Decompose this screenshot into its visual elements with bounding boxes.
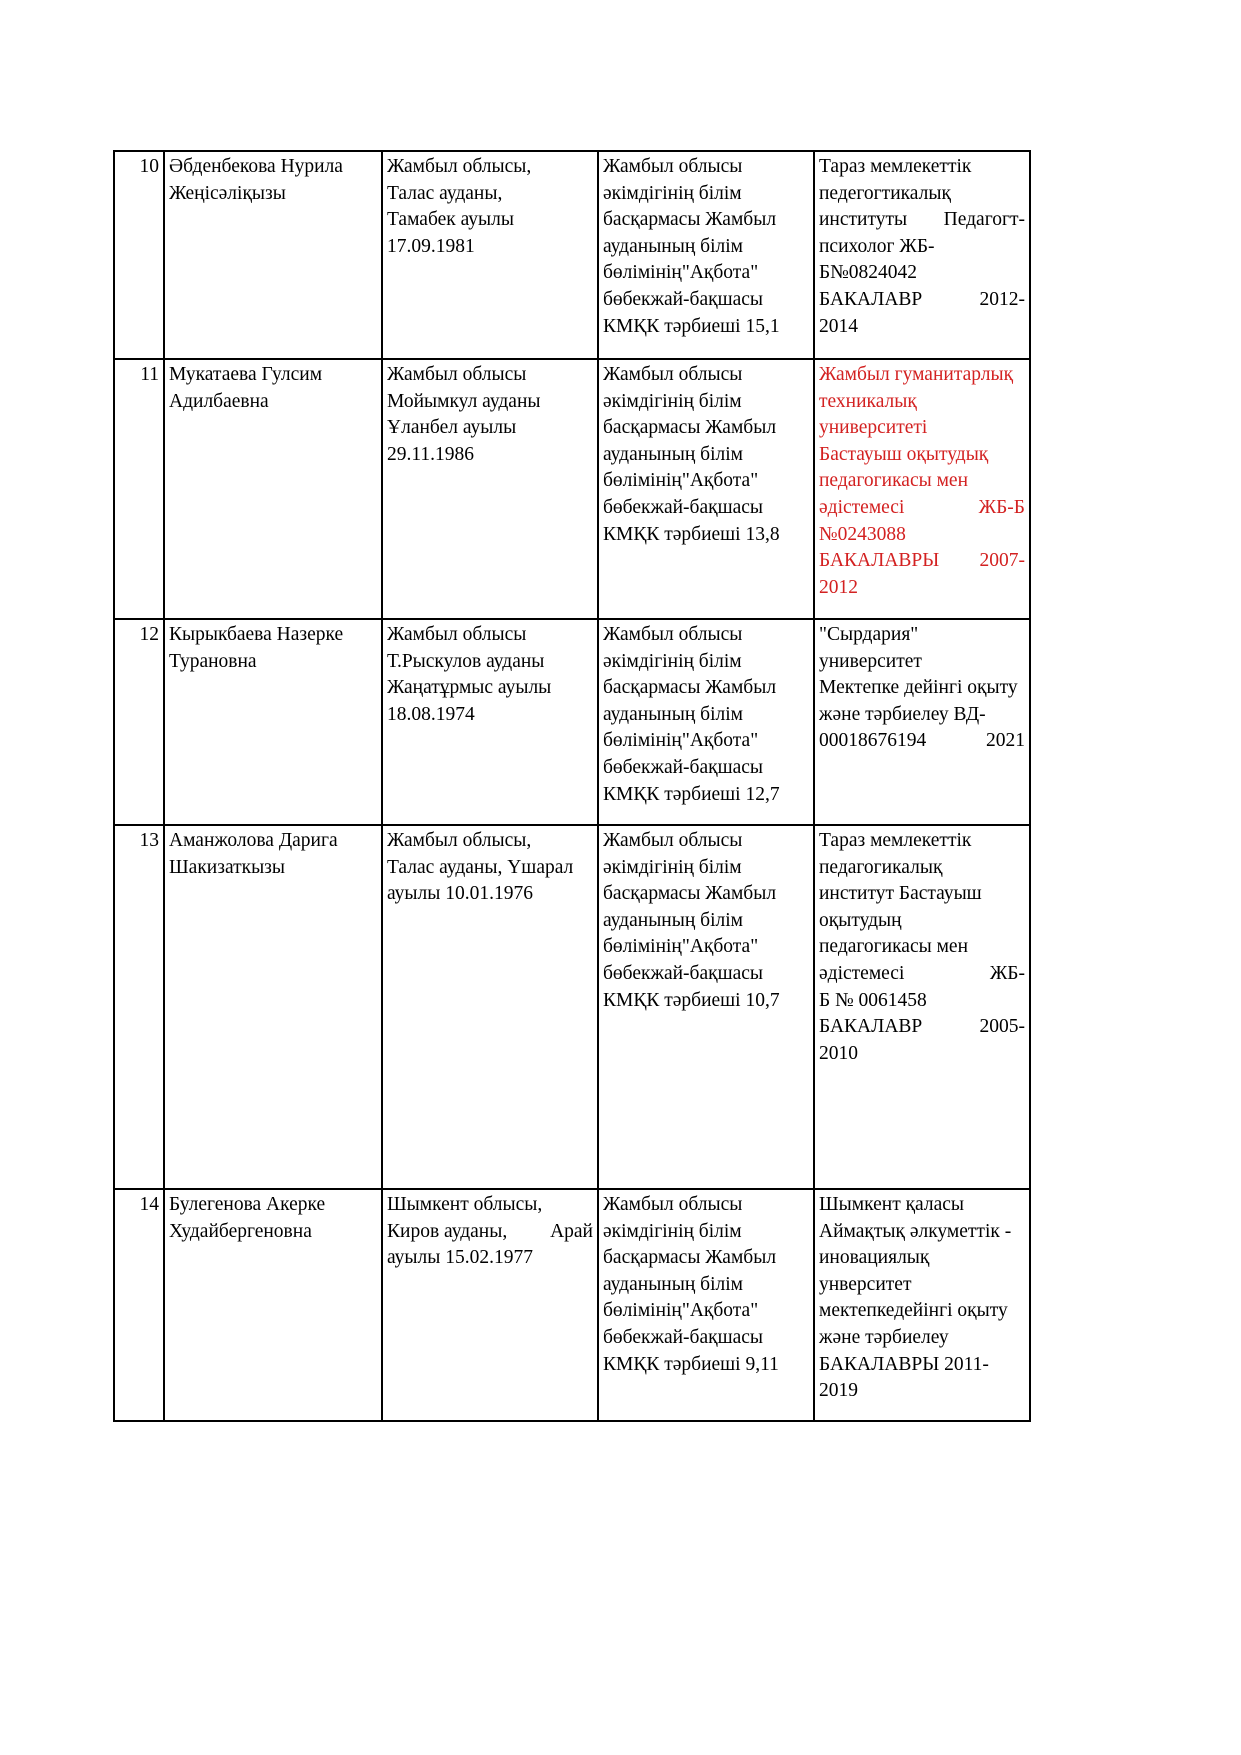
workplace-position-line: бөлімінің"Ақбота" — [603, 936, 759, 958]
employee-name-cell — [164, 151, 382, 359]
employee-name-line: Адилбаевна — [169, 390, 269, 412]
education-info-line: иновациялық — [819, 1247, 930, 1269]
workplace-position-line: Жамбыл облысы — [603, 624, 743, 645]
workplace-position-line: басқармасы Жамбыл — [603, 209, 777, 231]
workplace-position-line: басқармасы Жамбыл — [603, 417, 777, 439]
employee-name-cell — [164, 619, 382, 825]
birth-place-date-cell — [382, 151, 598, 359]
education-info-line: психолог ЖБ- — [819, 235, 935, 257]
birth-place-date-line: Талас ауданы, — [387, 182, 503, 204]
staff-table — [113, 150, 1031, 1422]
employee-name-line: Шакизаткызы — [169, 856, 285, 878]
education-info-line: және тәрбиелеу ВД- — [819, 703, 986, 725]
education-info-line: БАКАЛАВРЫ 2007- — [819, 550, 1025, 572]
education-info-line: БАКАЛАВР 2005- — [819, 1016, 1025, 1038]
education-info-line: Аймақтық әлкуметтік - — [819, 1220, 1012, 1242]
workplace-position-line: ауданының білім — [603, 235, 743, 257]
education-info-cell — [814, 151, 1030, 359]
education-info-line: мектепкедейінгі оқыту — [819, 1300, 1008, 1322]
workplace-position-line: КМҚК тәрбиеші 15,1 — [603, 315, 780, 337]
workplace-position-line: КМҚК тәрбиеші 10,7 — [603, 989, 780, 1011]
education-info-line: институты Педагогт- — [819, 209, 1025, 231]
education-info-line: педагогикасы мен — [819, 470, 969, 492]
education-info-line: институт Бастауыш — [819, 883, 982, 905]
education-info-line: Тараз мемлекеттік — [819, 830, 972, 851]
workplace-position-cell — [598, 1189, 814, 1421]
education-info-line: БАКАЛАВР 2012- — [819, 288, 1025, 310]
education-info-line: әдістемесі ЖБ- — [819, 962, 1025, 984]
education-info-line: 00018676194 2021 — [819, 730, 1025, 752]
employee-name-cell — [164, 825, 382, 1189]
education-info-cell — [814, 619, 1030, 825]
education-info-line: педагогикасы мен — [819, 936, 969, 958]
employee-name-line: Мукатаева Гулсим — [169, 364, 323, 385]
workplace-position-line: әкімдігінің білім — [603, 650, 742, 672]
workplace-position-cell — [598, 359, 814, 619]
workplace-position-line: бөлімінің"Ақбота" — [603, 470, 759, 492]
workplace-position-line: бөбекжай-бақшасы — [603, 496, 763, 518]
education-info-line: 2019 — [819, 1380, 858, 1402]
row-number: 11 — [114, 359, 164, 619]
workplace-position-line: әкімдігінің білім — [603, 182, 742, 204]
workplace-position-line: ауданының білім — [603, 703, 743, 725]
education-info-line: университеті — [819, 417, 928, 439]
education-info-line: Бастауыш оқытудық — [819, 443, 989, 465]
education-info-line: БАКАЛАВРЫ 2011- — [819, 1353, 989, 1375]
birth-place-date-line: ауылы 10.01.1976 — [387, 883, 533, 905]
birth-place-date-line: Жамбыл облысы — [387, 364, 527, 385]
education-info-line: педегогтикалық — [819, 182, 951, 204]
employee-name-cell — [164, 1189, 382, 1421]
row-number: 10 — [114, 151, 164, 359]
employee-name-line: Аманжолова Дарига — [169, 830, 338, 851]
row-number: 12 — [114, 619, 164, 825]
table-row — [114, 825, 1030, 1189]
birth-place-date-line: Киров ауданы, Арай — [387, 1220, 593, 1242]
employee-name-line: Турановна — [169, 650, 257, 672]
birth-place-date-line: 29.11.1986 — [387, 443, 475, 465]
workplace-position-line: басқармасы Жамбыл — [603, 883, 777, 905]
birth-place-date-line: Талас ауданы, Үшарал — [387, 856, 574, 878]
birth-place-date-cell — [382, 359, 598, 619]
workplace-position-line: КМҚК тәрбиеші 12,7 — [603, 783, 780, 805]
education-info-line: университет — [819, 650, 922, 672]
workplace-position-line: Жамбыл облысы — [603, 1194, 743, 1215]
education-info-cell — [814, 825, 1030, 1189]
education-info-line: техникалық — [819, 390, 917, 412]
table-row — [114, 1189, 1030, 1421]
education-info-cell — [814, 359, 1030, 619]
workplace-position-line: Жамбыл облысы — [603, 156, 743, 177]
education-info-line: Шымкент қаласы — [819, 1194, 965, 1215]
workplace-position-line: бөлімінің"Ақбота" — [603, 730, 759, 752]
birth-place-date-line: Мойымкул ауданы — [387, 390, 541, 412]
row-number: 13 — [114, 825, 164, 1189]
workplace-position-line: басқармасы Жамбыл — [603, 1247, 777, 1269]
workplace-position-line: бөбекжай-бақшасы — [603, 962, 763, 984]
workplace-position-cell — [598, 825, 814, 1189]
birth-place-date-line: Жамбыл облысы, — [387, 156, 532, 177]
table-row — [114, 359, 1030, 619]
workplace-position-line: әкімдігінің білім — [603, 856, 742, 878]
employee-name-line: Булегенова Акерке — [169, 1194, 326, 1215]
workplace-position-line: ауданының білім — [603, 443, 743, 465]
birth-place-date-line: Жамбыл облысы — [387, 624, 527, 645]
workplace-position-line: бөбекжай-бақшасы — [603, 1326, 763, 1348]
education-info-line: унверситет — [819, 1273, 912, 1295]
workplace-position-line: Жамбыл облысы — [603, 830, 743, 851]
education-info-line: Тараз мемлекеттік — [819, 156, 972, 177]
employee-name-line: Кырыкбаева Назерке — [169, 624, 344, 645]
education-info-line: және тәрбиелеу — [819, 1326, 949, 1348]
workplace-position-line: бөбекжай-бақшасы — [603, 288, 763, 310]
workplace-position-line: бөлімінің"Ақбота" — [603, 1300, 759, 1322]
birth-place-date-line: Ұланбел ауылы — [387, 417, 517, 439]
education-info-line: Мектепке дейінгі оқыту — [819, 677, 1018, 699]
workplace-position-line: басқармасы Жамбыл — [603, 677, 777, 699]
education-info-line: Б № 0061458 — [819, 989, 927, 1011]
workplace-position-cell — [598, 151, 814, 359]
workplace-position-line: КМҚК тәрбиеші 9,11 — [603, 1353, 779, 1375]
employee-name-line: Әбденбекова Нурила — [169, 156, 343, 177]
workplace-position-line: әкімдігінің білім — [603, 390, 742, 412]
workplace-position-line: ауданының білім — [603, 909, 743, 931]
education-info-line: әдістемесі ЖБ-Б — [819, 496, 1025, 518]
workplace-position-line: бөлімінің"Ақбота" — [603, 262, 759, 284]
birth-place-date-line: Шымкент облысы, — [387, 1194, 543, 1215]
birth-place-date-cell — [382, 619, 598, 825]
education-info-line: №0243088 — [819, 523, 906, 545]
staff-table-body — [114, 151, 1030, 1421]
education-info-line: Б№0824042 — [819, 262, 918, 284]
workplace-position-line: Жамбыл облысы — [603, 364, 743, 385]
birth-place-date-line: ауылы 15.02.1977 — [387, 1247, 533, 1269]
education-info-line: Жамбыл гуманитарлық — [819, 364, 1014, 385]
education-info-line: оқытудың — [819, 909, 902, 931]
workplace-position-line: ауданының білім — [603, 1273, 743, 1295]
workplace-position-line: КМҚК тәрбиеші 13,8 — [603, 523, 780, 545]
employee-name-cell — [164, 359, 382, 619]
employee-name-line: Жеңісәліқызы — [169, 182, 286, 204]
birth-place-date-line: 17.09.1981 — [387, 235, 475, 257]
education-info-line: 2012 — [819, 576, 858, 598]
birth-place-date-line: Тамабек ауылы — [387, 209, 514, 231]
education-info-line: 2010 — [819, 1042, 858, 1064]
row-number: 14 — [114, 1189, 164, 1421]
education-info-line: педагогикалық — [819, 856, 943, 878]
birth-place-date-cell — [382, 1189, 598, 1421]
education-info-line: 2014 — [819, 315, 858, 337]
table-row — [114, 151, 1030, 359]
birth-place-date-line: Жамбыл облысы, — [387, 830, 532, 851]
workplace-position-line: әкімдігінің білім — [603, 1220, 742, 1242]
birth-place-date-cell — [382, 825, 598, 1189]
education-info-line: "Сырдария" — [819, 624, 919, 645]
employee-name-line: Худайбергеновна — [169, 1220, 312, 1242]
birth-place-date-line: 18.08.1974 — [387, 703, 475, 725]
birth-place-date-line: Т.Рыскулов ауданы — [387, 650, 545, 672]
workplace-position-cell — [598, 619, 814, 825]
table-row — [114, 619, 1030, 825]
education-info-cell — [814, 1189, 1030, 1421]
birth-place-date-line: Жаңатұрмыс ауылы — [387, 677, 552, 699]
workplace-position-line: бөбекжай-бақшасы — [603, 756, 763, 778]
